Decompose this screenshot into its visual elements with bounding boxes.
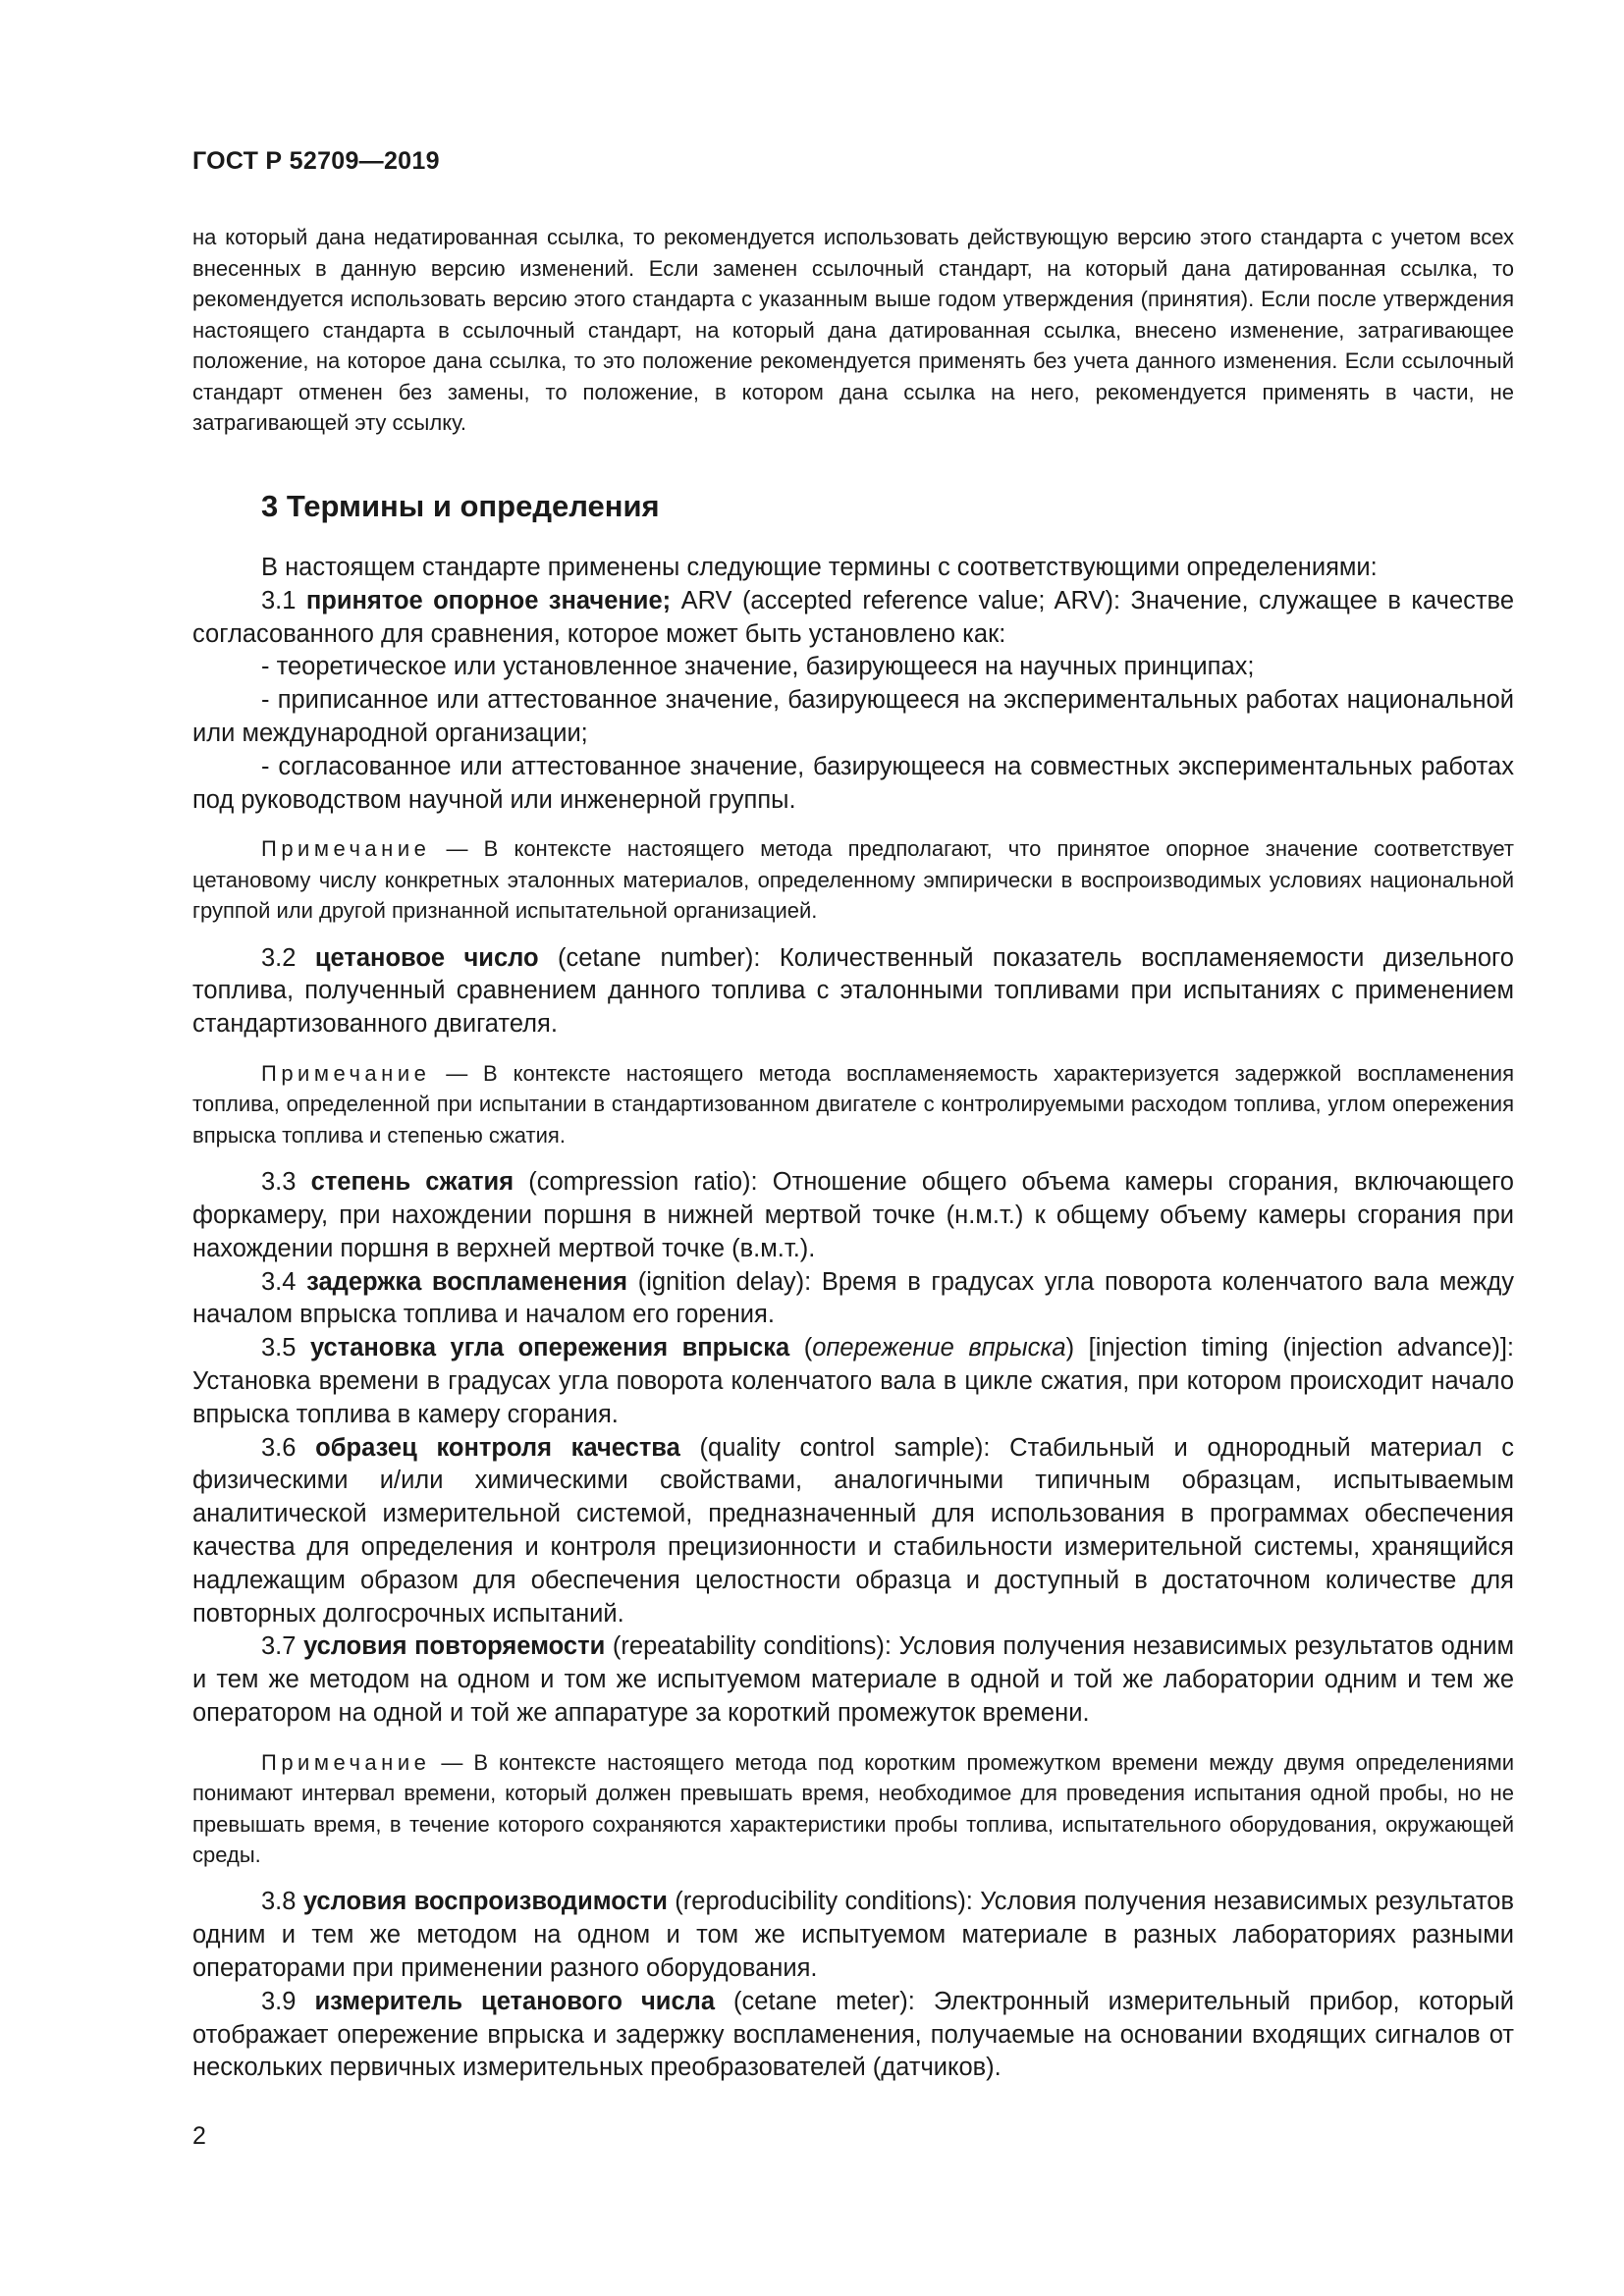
term-3-1-bullet: - согласованное или аттестованное значение, базирующееся на совместных экспериментальных работах под руководством научной или инженерной группы.: [192, 752, 1514, 814]
document-code-header: ГОСТ Р 52709—2019: [192, 147, 440, 175]
term-number: 3.5: [261, 1334, 297, 1362]
term-name: образец контроля качества: [315, 1433, 680, 1462]
terms-section: [192, 552, 1514, 2085]
term-definition: ) [injection timing (injection advance)]: Установка времени в градусах угла поворота коленчатого вала в цикле сжатия, при котором происходит начало впрыска топлива в камеру сгорания.: [192, 1334, 1514, 1428]
term-definition: (repeatability conditions): Условия получения независимых результатов одним и тем же методом на одном и том же испытуемом материале в одной и той же лаборатории одним и тем же оператором на одной и той же аппаратуре за короткий промежуток времени.: [192, 1632, 1514, 1727]
term-definition: (quality control sample): Стабильный и однородный материал с физическими и/или химическими свойствами, аналогичными типичным образцам, испытываемым аналитической измерительной системой, предназначенный для использования в программах обеспечения качества для определения и контроля прецизионности и стабильности измерительной системы, хранящийся надлежащим образом для обеспечения целостности образца и доступный в достаточном количестве для повторных долгосрочных испытаний.: [192, 1433, 1514, 1628]
term-synonym: опережение впрыска: [812, 1334, 1066, 1362]
note-text: — В контексте настоящего метода воспламеняемость характеризуется задержкой воспламенения топлива, определенной при испытании в стандартизованном двигателе с контролируемыми расходом топлива, углом опережения впрыска топлива и степенью сжатия.: [192, 1060, 1514, 1148]
term-number: 3.7: [261, 1632, 297, 1661]
term-name: задержка воспламенения: [306, 1267, 628, 1296]
note-3-1: [192, 833, 1514, 926]
note-text: — В контексте настоящего метода предполагают, что принятое опорное значение соответствует цетановому числу конкретных эталонных материалов, определенному эмпирически в воспроизводимых условиях национальной группой или другой признанной испытательной организацией.: [192, 836, 1514, 924]
term-name: измеритель цетанового числа: [314, 1987, 716, 2015]
note-3-7: [192, 1747, 1514, 1871]
term-number: 3.1: [261, 586, 297, 614]
section-lead: В настоящем стандарте применены следующие термины с соответствующими определениями:: [261, 554, 1378, 581]
term-3-1: [192, 585, 1514, 652]
term-name: степень сжатия: [310, 1168, 514, 1197]
term-number: 3.8: [261, 1888, 297, 1916]
intro-paragraph: на который дана недатированная ссылка, то рекомендуется использовать действующую версию этого стандарта с учетом всех внесенных в данную версию изменений. Если заменен ссылочный стандарт, на который дана датированная ссылка, то рекомендуется использовать версию этого стандарта с указанным выше годом утверждения (принятия). Если после утверждения настоящего стандарта в ссылочный стандарт, на который дана датированная ссылка, внесено изменение, затрагивающее положение, на которое дана ссылка, то это положение рекомендуется применять без учета данного изменения. Если ссылочный стандарт отменен без замены, то положение, в котором дана ссылка на него, рекомендуется применять в части, не затрагивающей эту ссылку.: [192, 225, 1514, 435]
term-3-1-bullet: - приписанное или аттестованное значение, базирующееся на экспериментальных работах национальной или международной организации;: [192, 686, 1514, 747]
term-name: условия воспроизводимости: [302, 1888, 668, 1916]
term-number: 3.9: [261, 1987, 297, 2015]
term-3-6: [192, 1432, 1514, 1631]
term-definition: ARV (accepted reference value; ARV): Значение, служащее в качестве согласованного для сравнения, которое может быть установлено как:: [192, 586, 1514, 648]
term-3-3: [192, 1166, 1514, 1265]
term-definition: (cetane meter): Электронный измерительный прибор, который отображает опережение впрыска и задержку воспламенения, получаемые на основании входящих сигналов от нескольких первичных измерительных преобразователей (датчиков).: [192, 1987, 1514, 2082]
note-3-2: [192, 1058, 1514, 1150]
intro-block: [192, 222, 1514, 439]
term-number: 3.4: [261, 1267, 297, 1296]
term-3-1-bullet: - теоретическое или установленное значение, базирующееся на научных принципах;: [261, 653, 1255, 681]
term-number: 3.2: [261, 943, 297, 972]
note-label: Примечание: [261, 836, 431, 862]
term-name: принятое опорное значение;: [305, 586, 672, 614]
term-definition: (ignition delay): Время в градусах угла поворота коленчатого вала между началом впрыска топлива и началом его горения.: [192, 1267, 1514, 1329]
term-name: условия повторяемости: [303, 1632, 606, 1661]
term-definition-prefix: (: [789, 1334, 813, 1362]
term-number: 3.6: [261, 1433, 297, 1462]
note-label: Примечание: [261, 1749, 431, 1775]
term-definition: (cetane number): Количественный показатель воспламеняемости дизельного топлива, полученный сравнением данного топлива с эталонными топливами при испытаниях с применением стандартизованного двигателя.: [192, 943, 1514, 1039]
term-3-8: [192, 1886, 1514, 1985]
term-3-5: [192, 1332, 1514, 1431]
section-title: 3 Термины и определения: [261, 489, 660, 523]
note-label: Примечание: [261, 1060, 431, 1086]
term-3-7: [192, 1630, 1514, 1730]
note-text: — В контексте настоящего метода под коротким промежутком времени между двумя определениями понимают интервал времени, который должен превышать время, необходимое для проведения испытания одной пробы, но не превышать время, в течение которого сохраняются характеристики пробы топлива, испытательного оборудования, окружающей среды.: [192, 1749, 1514, 1867]
term-definition: (reproducibility conditions): Условия получения независимых результатов одним и тем же методом на одном и том же испытуемом материале в разных лабораториях разными операторами при применении разного оборудования.: [192, 1888, 1514, 1982]
page-number: 2: [192, 2122, 206, 2150]
term-definition: (compression ratio): Отношение общего объема камеры сгорания, включающего форкамеру, при нахождении поршня в нижней мертвой точке (н.м.т.) к общему объему камеры сгорания при нахождении поршня в верхней мертвой точке (в.м.т.).: [192, 1168, 1514, 1262]
term-3-9: [192, 1986, 1514, 2085]
term-number: 3.3: [261, 1168, 297, 1197]
term-name: установка угла опережения впрыска: [310, 1334, 790, 1362]
term-3-2: [192, 942, 1514, 1041]
term-3-4: [192, 1266, 1514, 1333]
term-name: цетановое число: [314, 943, 539, 972]
